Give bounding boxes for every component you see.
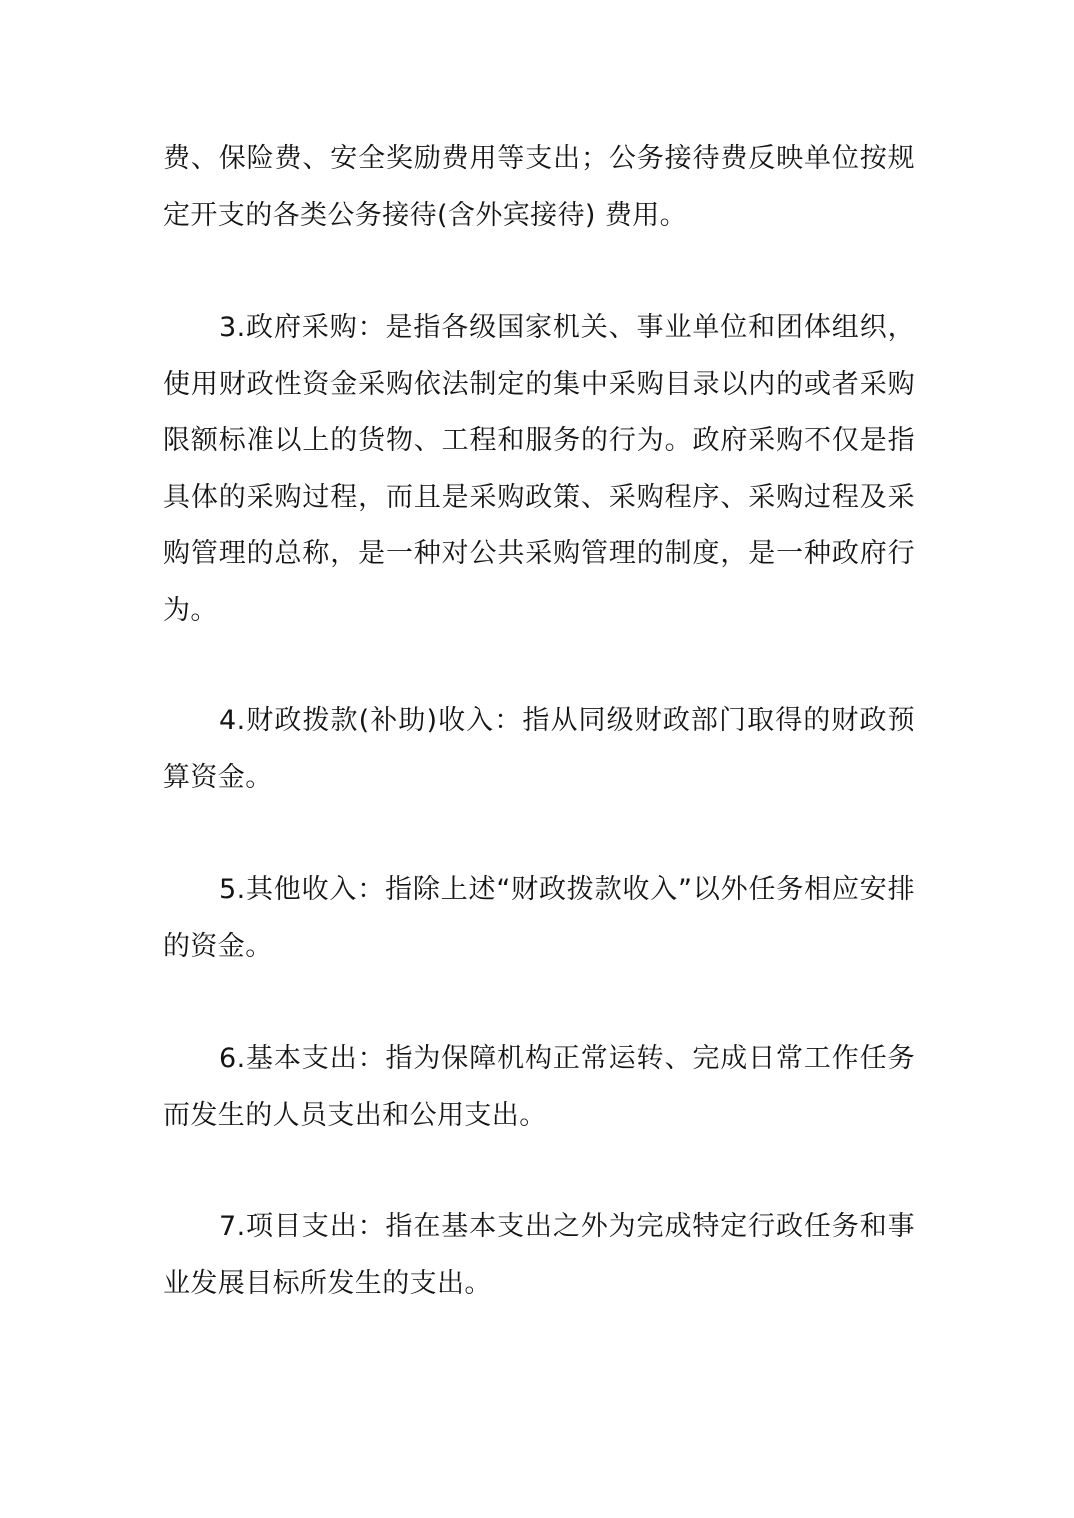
paragraph-item-7: 7.项目支出：指在基本支出之外为完成特定行政任务和事业发展目标所发生的支出。	[163, 1211, 915, 1299]
paragraph-item-4: 4.财政拨款(补助)收入：指从同级财政部门取得的财政预算资金。	[163, 705, 915, 793]
paragraph-continuation: 费、保险费、安全奖励费用等支出；公务接待费反映单位按规定开支的各类公务接待(含外宾接待) 费用。	[163, 143, 915, 231]
paragraph-item-3: 3.政府采购：是指各级国家机关、事业单位和团体组织，使用财政性资金采购依法制定的集中采购目录以内的或者采购限额标准以上的货物、工程和服务的行为。政府采购不仅是指具体的采购过程，而且是采购政策、采购程序、采购过程及采购管理的总称，是一种对公共采购管理的制度，是一种政府行为。	[163, 312, 915, 626]
paragraph-item-5: 5.其他收入：指除上述“财政拨款收入”以外任务相应安排的资金。	[163, 874, 915, 962]
paragraph-item-6: 6.基本支出：指为保障机构正常运转、完成日常工作任务而发生的人员支出和公用支出。	[163, 1043, 915, 1131]
